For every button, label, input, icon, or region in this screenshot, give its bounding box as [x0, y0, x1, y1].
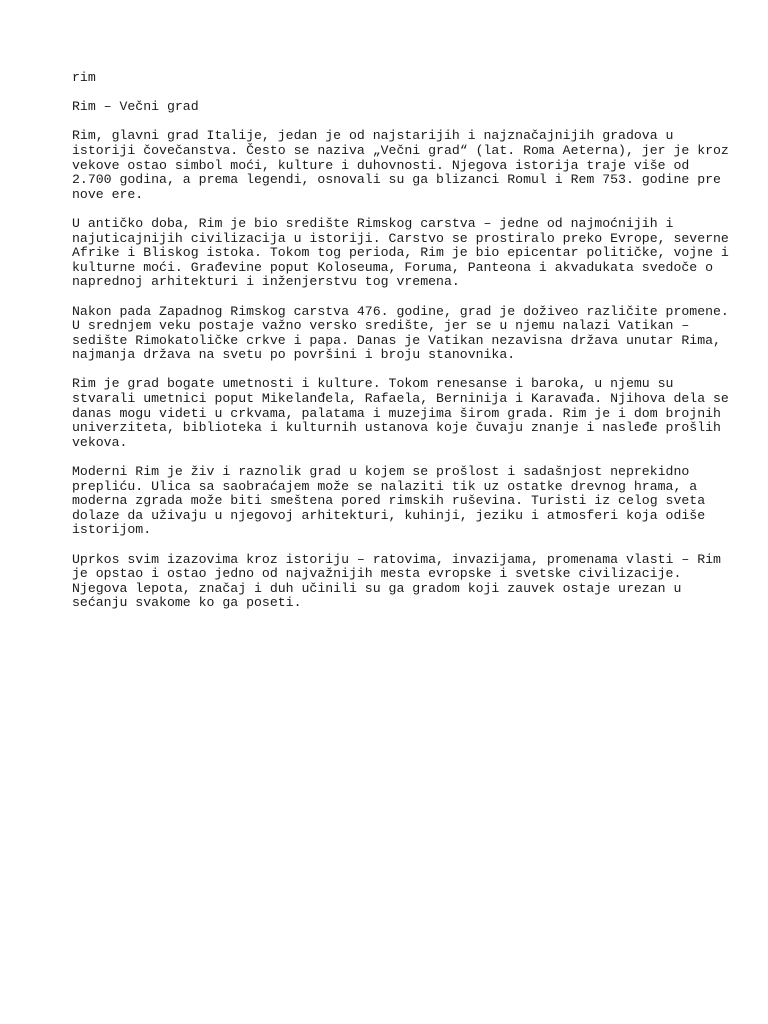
- paragraph-line: vekove ostao simbol moći, kulture i duhovnosti. Njegova istorija traje više od: [72, 157, 690, 173]
- paragraph-line: nove ere.: [72, 186, 144, 202]
- paragraph-line: istorijom.: [72, 522, 152, 538]
- paragraph-line: univerziteta, biblioteka i kulturnih ustanova koje čuvaju znanje i nasleđe prošlih: [72, 420, 721, 436]
- paragraph-line: 2.700 godina, a prema legendi, osnovali su ga blizanci Romul i Rem 753. godine pre: [72, 172, 721, 188]
- paragraph-2: [72, 215, 729, 290]
- paragraph-line: istoriji čovečanstva. Često se naziva „Večni grad“ (lat. Roma Aeterna), jer je kroz: [72, 142, 729, 158]
- paragraph-line: Nakon pada Zapadnog Rimskog carstva 476. godine, grad je doživeo različite promene.: [72, 303, 729, 319]
- paragraph-line: Uprkos svim izazovima kroz istoriju – ratovima, invazijama, promenama vlasti – Rim: [72, 551, 721, 567]
- paragraph-line: vekova.: [72, 434, 128, 450]
- paragraph-line: Rim je grad bogate umetnosti i kulture. Tokom renesanse i baroka, u njemu su: [72, 376, 674, 392]
- paragraph-line: sedište Rimokatoličke crkve i papa. Danas je Vatikan nezavisna država unutar Rima,: [72, 332, 721, 348]
- paragraph-line: U srednjem veku postaje važno versko središte, jer se u njemu nalazi Vatikan –: [72, 318, 690, 334]
- paragraph-line: kulturne moći. Građevine poput Koloseuma, Foruma, Panteona i akvadukata svedoče o: [72, 259, 714, 275]
- file-name: rim: [72, 70, 96, 85]
- paragraph-line: prepliću. Ulica sa saobraćajem može se nalaziti tik uz ostatke drevnog hrama, a: [72, 478, 698, 494]
- paragraph-line: najuticajnijih civilizacija u istoriji. Carstvo se prostiralo preko Evrope, severne: [72, 230, 729, 246]
- paragraph-line: Moderni Rim je živ i raznolik grad u kojem se prošlost i sadašnjost neprekidno: [72, 464, 690, 480]
- paragraph-1: [72, 128, 729, 202]
- paragraph-line: Rim, glavni grad Italije, jedan je od najstarijih i najznačajnijih gradova u: [72, 128, 674, 144]
- title-block: [72, 100, 708, 115]
- paragraph-line: Njegova lepota, značaj i duh učinili su ga gradom koji zauvek ostaje urezan u: [72, 580, 682, 596]
- paragraph-line: sećanju svakome ko ga poseti.: [72, 595, 302, 611]
- paragraph-line: Afrike i Bliskog istoka. Tokom tog perioda, Rim je bio epicentar političke, vojne i: [72, 245, 729, 261]
- paragraph-5: [72, 465, 708, 538]
- paragraph-line: moderna zgrada može biti smeštena pored rimskih ruševina. Turisti iz celog sveta: [72, 493, 706, 509]
- file-name-block: [72, 71, 708, 86]
- paragraph-line: najmanja država na svetu po površini i broju stanovnika.: [72, 347, 516, 363]
- paragraph-6: [72, 551, 721, 611]
- paragraph-line: stvarali umetnici poput Mikelanđela, Rafaela, Berninija i Karavađa. Njihova dela se: [72, 391, 729, 407]
- paragraph-4: [72, 376, 729, 450]
- paragraph-line: dolaze da uživaju u njegovoj arhitekturi, kuhinji, jeziku i atmosferi koja odiše: [72, 507, 706, 523]
- paragraph-line: naprednoj arhitekturi i inženjerstvu tog vremena.: [72, 274, 460, 290]
- paragraph-3: [72, 303, 729, 363]
- paragraph-line: je opstao i ostao jedno od najvažnijih mesta evropske i svetske civilizacije.: [72, 566, 682, 582]
- document-title: Rim – Večni grad: [72, 99, 199, 115]
- paragraph-line: U antičko doba, Rim je bio središte Rimskog carstva – jedne od najmoćnijih i: [72, 215, 674, 231]
- paragraph-line: danas mogu videti u crkvama, palatama i muzejima širom grada. Rim je i dom brojnih: [72, 405, 721, 421]
